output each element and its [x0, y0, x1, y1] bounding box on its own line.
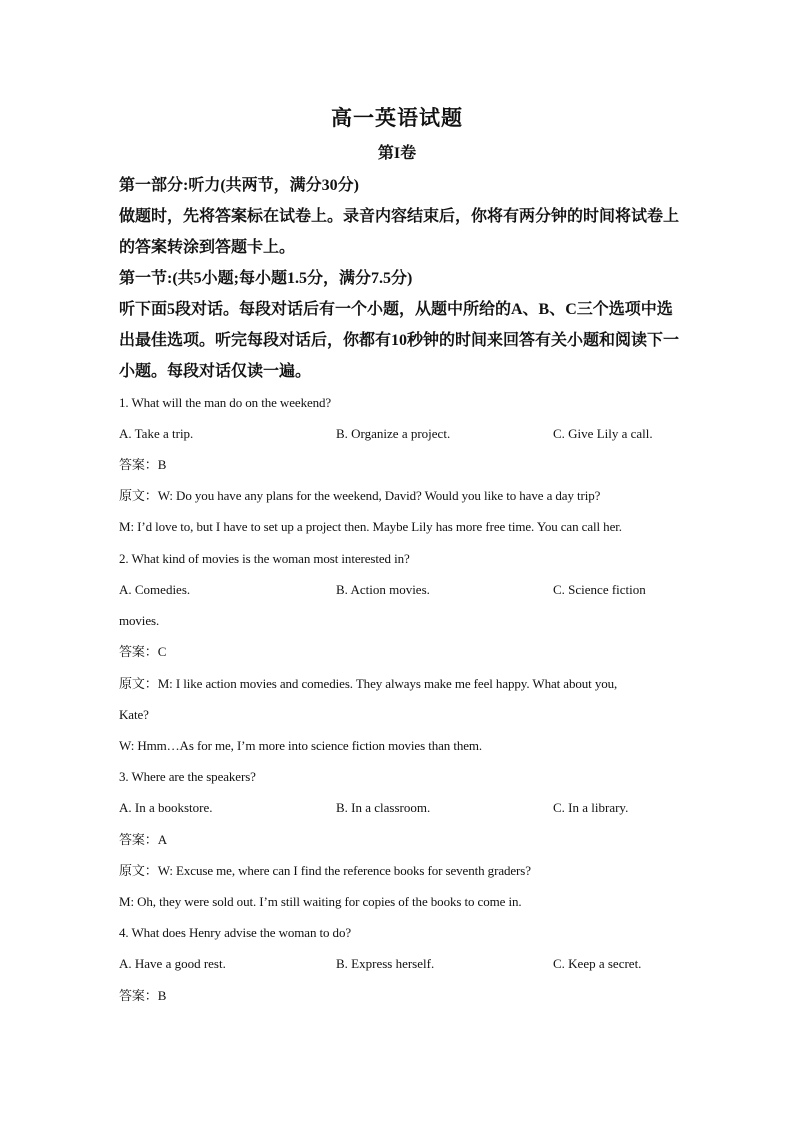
answer-line: 答案：C: [119, 644, 167, 659]
option-b: B. In a classroom.: [336, 800, 431, 815]
question-stem: 1. What will the man do on the weekend?: [119, 395, 332, 410]
option-c: C. Give Lily a call.: [553, 426, 653, 441]
option-b: B. Express herself.: [336, 956, 435, 971]
part1-instruction-line: 做题时，先将答案标在试卷上。录音内容结束后，你将有两分钟的时间将试卷上: [119, 208, 680, 225]
question-stem: 2. What kind of movies is the woman most interested in?: [119, 551, 410, 566]
question-stem: 3. Where are the speakers?: [119, 769, 256, 784]
option-a: A. Comedies.: [119, 582, 191, 597]
part1-instruction-line: 的答案转涂到答题卡上。: [119, 239, 296, 256]
page-title: 高一英语试题: [331, 106, 463, 130]
question-stem: 4. What does Henry advise the woman to do?: [119, 925, 352, 940]
part1-heading: 第一部分:听力(共两节，满分30分): [119, 177, 359, 194]
section1-instruction-line: 出最佳选项。听完每段对话后，你都有10秒钟的时间来回答有关小题和阅读下一: [119, 332, 680, 349]
option-a: A. In a bookstore.: [119, 800, 213, 815]
section1-instruction-line: 听下面5段对话。每段对话后有一个小题，从题中所给的A、B、C三个选项中选: [119, 301, 673, 318]
transcript-line: W: Hmm…As for me, I’m more into science fiction movies than them.: [119, 738, 483, 753]
transcript-line: 原文：W: Excuse me, where can I find the reference books for seventh graders?: [119, 863, 531, 878]
volume-title: 第I卷: [377, 145, 417, 162]
transcript-line: 原文：W: Do you have any plans for the weekend, David? Would you like to have a day trip?: [119, 488, 601, 503]
section1-instruction-line: 小题。每段对话仅读一遍。: [119, 363, 312, 380]
answer-line: 答案：A: [119, 832, 167, 847]
option-b: B. Organize a project.: [336, 426, 451, 441]
section1-heading: 第一节:(共5小题;每小题1.5分，满分7.5分): [119, 270, 413, 287]
option-c-continued: movies.: [119, 613, 160, 628]
option-a: A. Have a good rest.: [119, 956, 226, 971]
option-c: C. Keep a secret.: [553, 956, 642, 971]
option-c: C. Science fiction: [553, 582, 646, 597]
option-a: A. Take a trip.: [119, 426, 194, 441]
transcript-line: M: Oh, they were sold out. I’m still waiting for copies of the books to come in.: [119, 894, 522, 909]
transcript-line: 原文：M: I like action movies and comedies. They always make me feel happy. What about you,: [119, 676, 618, 691]
answer-line: 答案：B: [119, 457, 167, 472]
answer-line: 答案：B: [119, 988, 167, 1003]
transcript-line: M: I’d love to, but I have to set up a project then. Maybe Lily has more free time. You can call her.: [119, 519, 622, 534]
option-b: B. Action movies.: [336, 582, 430, 597]
transcript-line: Kate?: [119, 707, 149, 722]
option-c: C. In a library.: [553, 800, 629, 815]
